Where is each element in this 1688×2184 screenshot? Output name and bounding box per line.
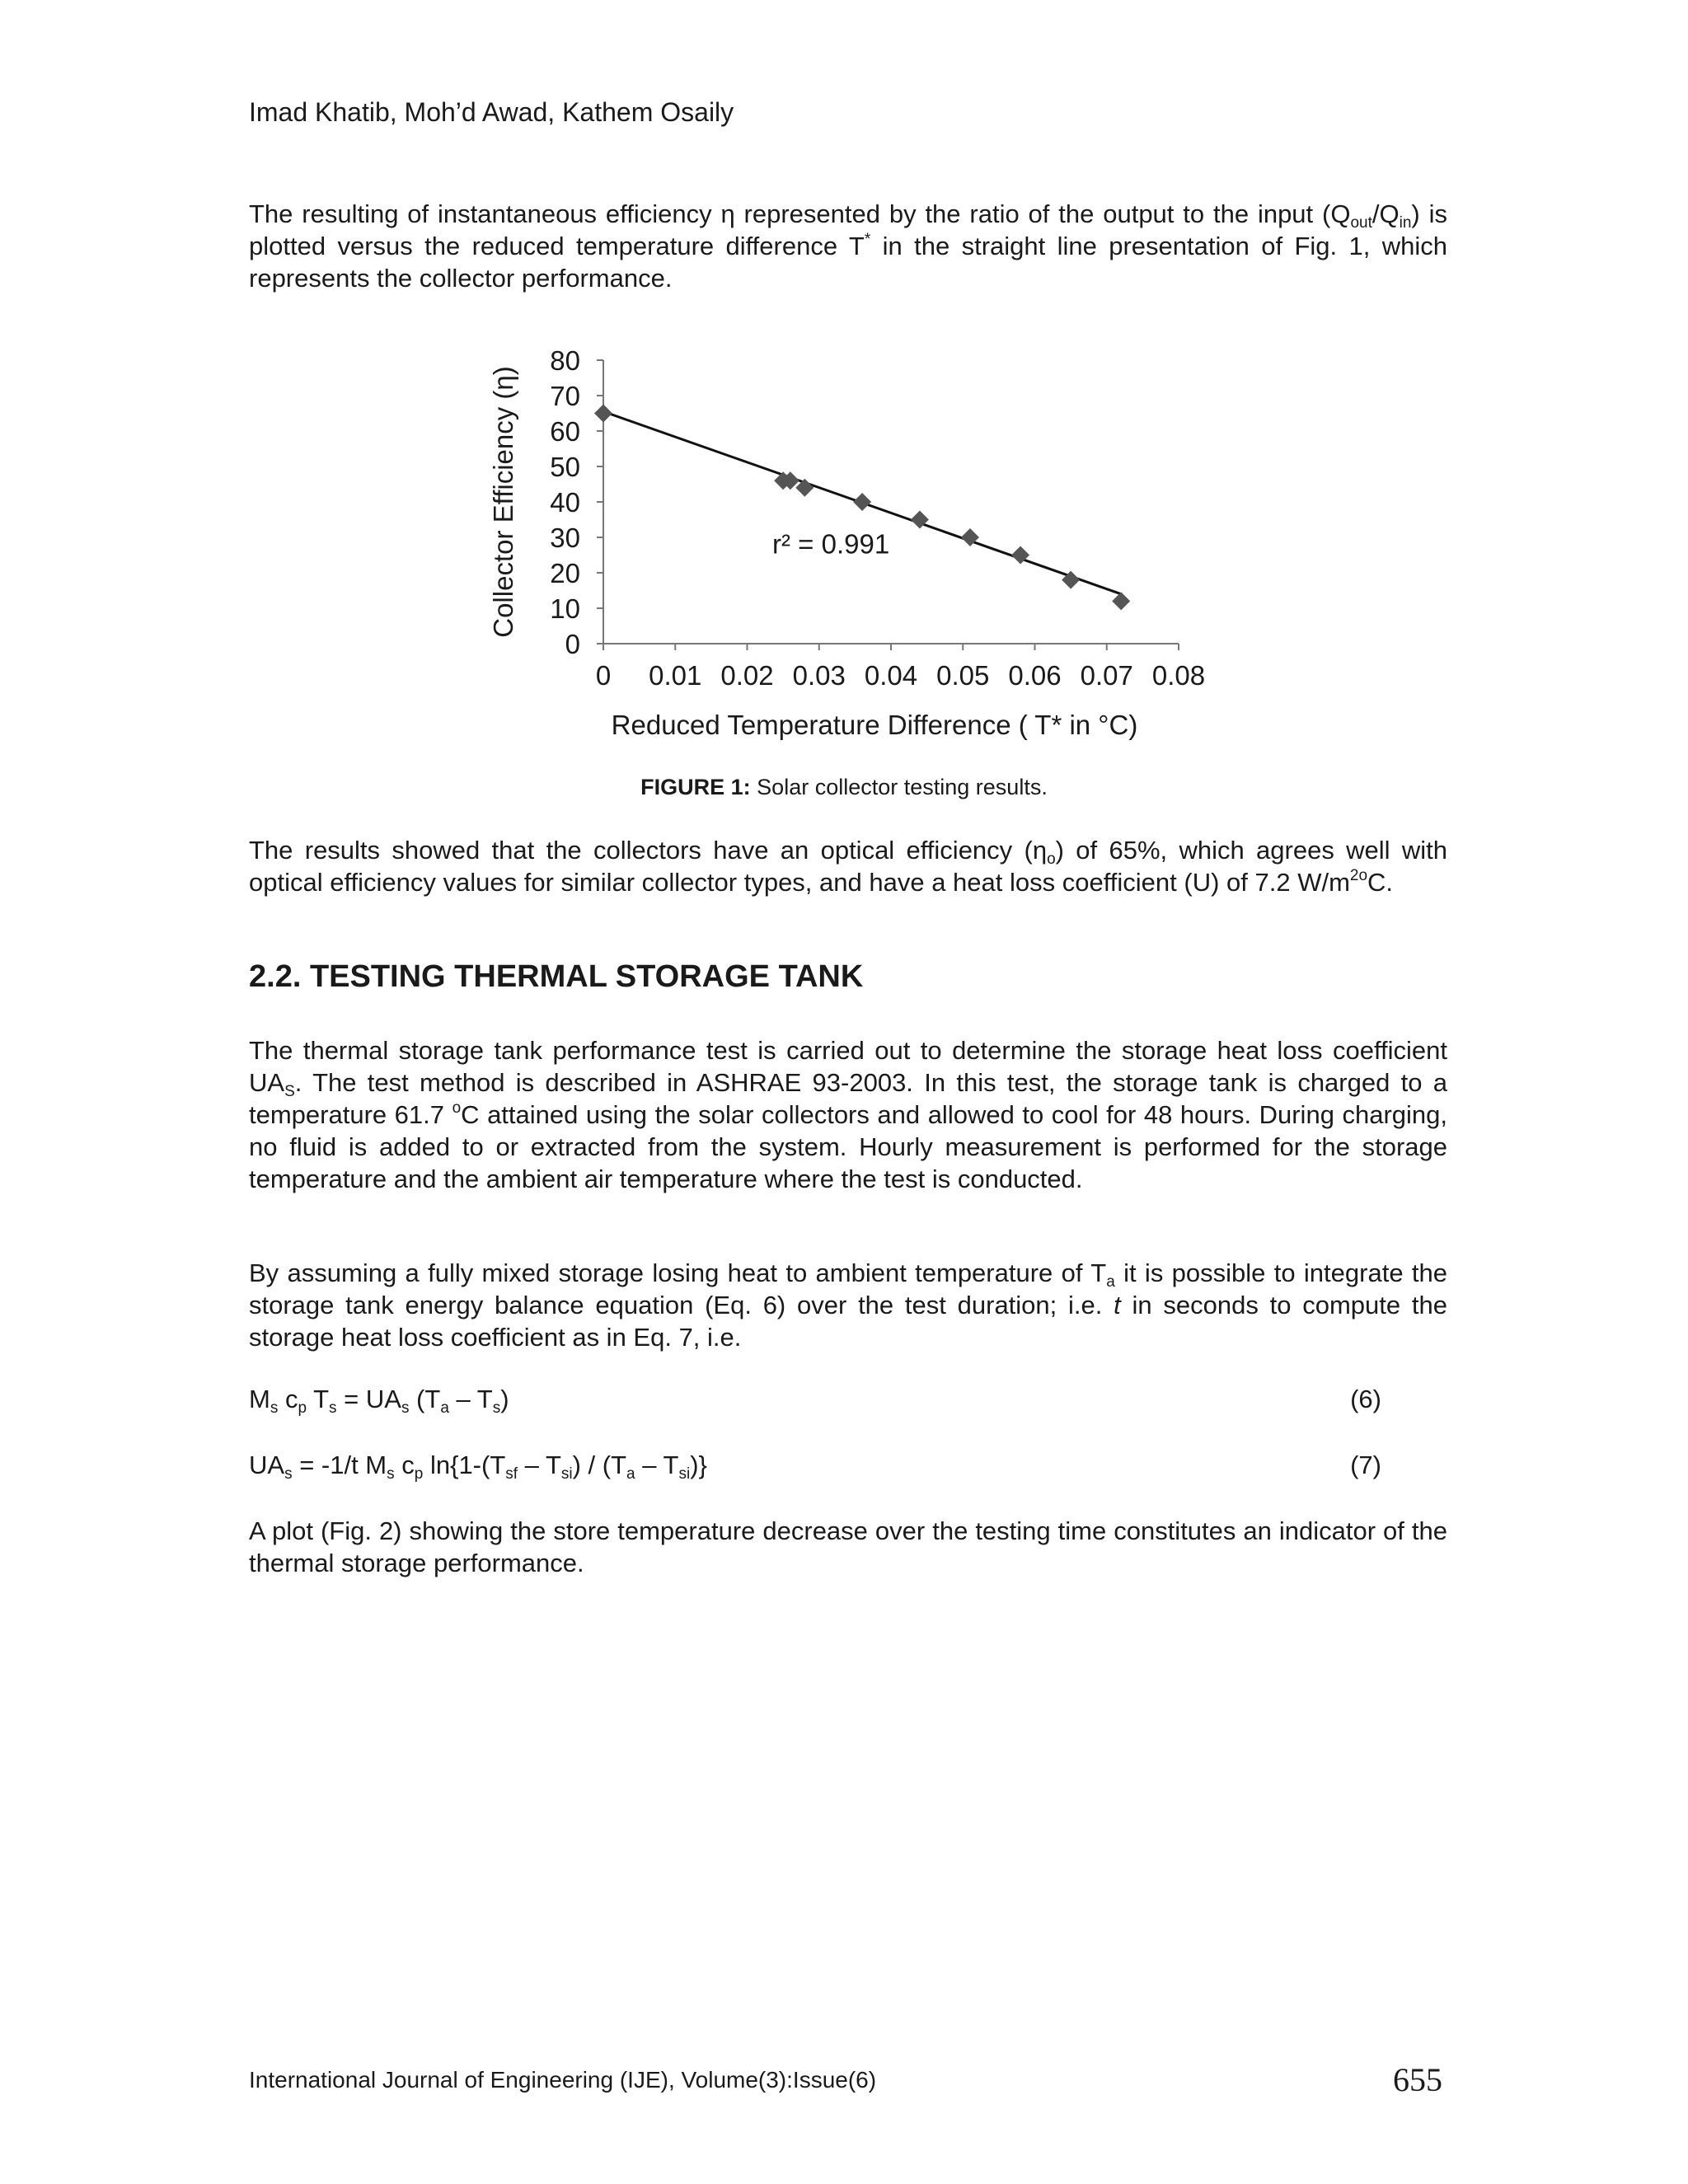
paragraph-mixed-storage: By assuming a fully mixed storage losing heat to ambient temperature of $T_a$ it is possible to integrate the storage tank energy balance equation (Eq. 6) over the test duration; i.e. t in seconds to compute the storage heat loss coefficient as in Eq. 7, i.e. — [249, 1258, 1447, 1352]
x-axis-label: Reduced Temperature Difference ( T* in °C) — [611, 710, 1138, 740]
figure-1-caption: FIGURE 1: Solar collector testing results. — [640, 775, 1048, 799]
x-tick-label: 0.08 — [1151, 660, 1206, 691]
equation-6 — [249, 1385, 1381, 1417]
r-squared-annotation: r² = 0.991 — [772, 528, 890, 560]
paragraph-storage-test: The thermal storage tank performance test is carried out to determine the storage heat loss coefficient $UA_S$. The test method is described in ASHRAE 93-2003. In this test, the storage tank is charged to a temperature 61.7 $^o$C attained using the solar collectors and allowed to cool for 48 hours. During charging, no fluid is added to or extracted from the system. Hourly measurement is performed for the storage temperature and the ambient air temperature where the test is conducted. — [249, 1036, 1447, 1193]
data-point — [1112, 592, 1130, 610]
paragraph-efficiency-intro: The resulting of instantaneous efficiency η represented by the ratio of the output to the input $(Q_{out}/Q_{in})$ is plotted versus the reduced temperature difference T* in the straight line presentation of Fig. 1, which represents the collector performance. — [249, 199, 1447, 293]
y-tick-label: 0 — [565, 629, 580, 659]
y-tick-label: 70 — [550, 381, 580, 411]
x-tick-label: 0.02 — [720, 660, 774, 691]
equation-6-number: (6) — [1350, 1385, 1381, 1413]
x-tick-label: 0.04 — [864, 660, 918, 691]
section-heading: 2.2. TESTING THERMAL STORAGE TANK — [249, 959, 864, 994]
footer-journal: International Journal of Engineering (IJE), Volume(3):Issue(6) — [249, 2067, 877, 2093]
equation-6-body: $M_s$ $c_p$ $T_s = UA_s$ $(T_a - T_s)$ — [249, 1385, 509, 1417]
x-tick-label: 0 — [595, 660, 612, 691]
efficiency-scatter-chart — [462, 334, 1220, 762]
x-tick-label: 0.05 — [936, 660, 990, 691]
y-tick-label: 60 — [550, 416, 580, 447]
x-tick-label: 0.06 — [1008, 660, 1062, 691]
y-tick-label: 20 — [550, 558, 580, 588]
running-header-authors: Imad Khatib, Moh’d Awad, Kathem Osaily — [249, 97, 734, 127]
equation-7-number: (7) — [1350, 1451, 1381, 1479]
y-tick-label: 40 — [550, 487, 580, 518]
y-tick-label: 30 — [550, 523, 580, 553]
y-tick-label: 80 — [550, 345, 580, 376]
equation-7 — [249, 1451, 1381, 1483]
x-tick-label: 0.01 — [649, 660, 702, 691]
footer-page-number: 655 — [1393, 2061, 1442, 2098]
x-tick-label: 0.07 — [1080, 660, 1133, 691]
y-tick-label: 50 — [550, 452, 580, 482]
paragraph-store-plot: A plot (Fig. 2) showing the store temperature decrease over the testing time constitutes an indicator of the thermal storage performance. — [249, 1516, 1447, 1577]
y-axis-label: Collector Efficiency (η) — [488, 366, 518, 638]
paragraph-optical-efficiency: The results showed that the collectors have an optical efficiency $(\eta_o)$ of 65%, which agrees well with optical efficiency values for similar collector types, and have a heat loss coefficient (U) of 7.2 $W/m^{2o}C$. — [249, 836, 1447, 897]
data-point — [594, 405, 612, 423]
equation-7-body: $UA_s = -1/t$ $M_s$ $c_p$ $\ln\{1-(T_{sf} - T_{si}) / (T_a - T_{si})\}$ — [249, 1451, 707, 1483]
y-tick-label: 10 — [550, 593, 580, 624]
data-point — [853, 493, 871, 511]
x-tick-label: 0.03 — [792, 660, 846, 691]
